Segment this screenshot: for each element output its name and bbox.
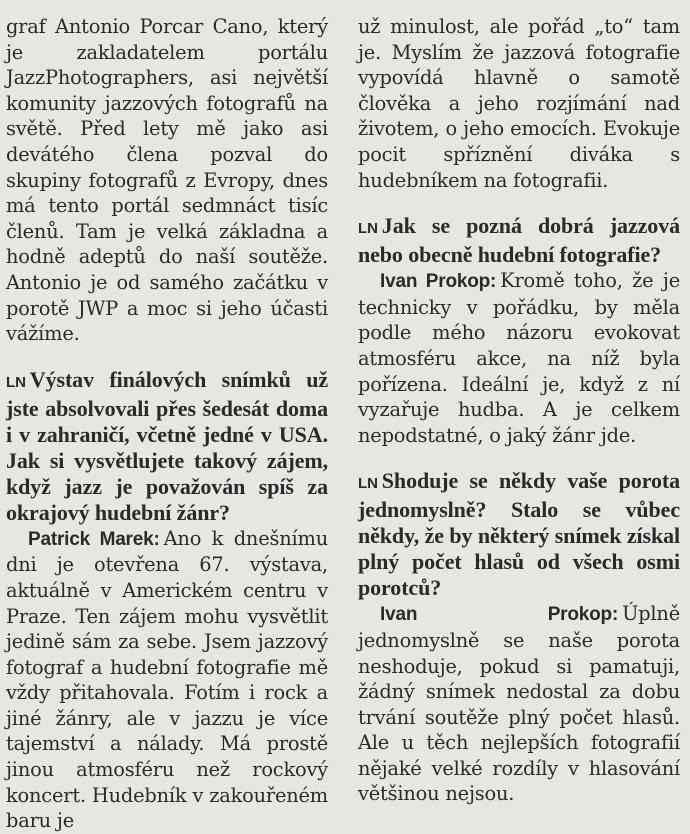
ln-marker: LN	[358, 475, 378, 493]
speaker-name: Patrick Marek:	[28, 528, 160, 550]
question-heading	[358, 213, 680, 268]
left-column	[6, 14, 328, 834]
answer-paragraph	[358, 601, 680, 807]
answer-paragraph	[358, 268, 680, 448]
answer-text: Ano k dnešnímu dni je otevřena 67. výstava, aktuálně v Americkém centru v Praze. Ten zájem mohu vysvětlit jedině sám za sebe. Jsem jazzový fotograf a hudební fotografie mě vždy přitahovala. Fotím i rock a jiné žánry, ale v jazzu je více tajemství a nálady. Má prostě jinou atmosféru než rockový koncert. Hudebník v zakouřeném baru je	[6, 526, 328, 833]
paragraph-gap	[358, 448, 680, 468]
body-paragraph: graf Antonio Porcar Cano, který je zakladatelem portálu JazzPhotographers, asi největší komunity jazzových fotografů na světě. Před lety mě jako asi devátého člena pozval do skupiny fotografů z Evropy, dnes má tento portál sedmnáct tisíc členů. Tam je velká základna a hodně adeptů do naší soutěže. Antonio je od samého začátku v porotě JWP a moc si jeho účasti vážíme.	[6, 15, 328, 346]
answer-text: Kromě toho, že je technicky v pořádku, by měla podle mého názoru evokovat atmosféru akce, na níž byla pořízena. Ideální je, když z ní vyzařuje hudba. A je celkem nepodstatné, o jaký žánr jde.	[358, 269, 680, 447]
answer-text: Úplně jednomyslně se naše porota neshoduje, pokud si pamatuji, žádný snímek nedostal za dobu trvání soutěže plný počet hlasů. Ale u těch nejlepších fotografií nějaké velké rozdíly v hlasování většinou nejsou.	[358, 602, 680, 806]
paragraph-gap	[6, 347, 328, 367]
paragraph-gap	[358, 193, 680, 213]
question-text: Jak se pozná dobrá jazzová nebo obecně hudební fotografie?	[358, 213, 680, 268]
ln-marker: LN	[6, 373, 26, 391]
speaker-name: Ivan Prokop:	[380, 604, 619, 626]
question-text: Výstav finálových snímků už jste absolvovali přes šedesát doma i v zahraničí, včetně jedné v USA. Jak si vysvětlujete takový zájem, když jazz je považován spíš za okrajový hudební žánr?	[6, 366, 328, 525]
question-heading	[358, 468, 680, 601]
answer-paragraph	[6, 526, 328, 834]
right-column	[358, 14, 680, 807]
question-text: Shoduje se někdy vaše porota jednomyslně? Stalo se vůbec někdy, že by některý snímek získal plný počet hlasů od všech osmi porotců?	[358, 468, 680, 601]
body-paragraph: už minulost, ale pořád „to“ tam je. Myslím že jazzová fotografie vypovídá hlavně o samotě člověka a jeho rozjímání nad životem, o jeho emocích. Evokuje pocit spříznění diváka s hudebníkem na fotografii.	[358, 15, 680, 192]
ln-marker: LN	[358, 220, 378, 238]
speaker-name: Ivan Prokop:	[380, 271, 497, 293]
question-heading	[6, 367, 328, 526]
